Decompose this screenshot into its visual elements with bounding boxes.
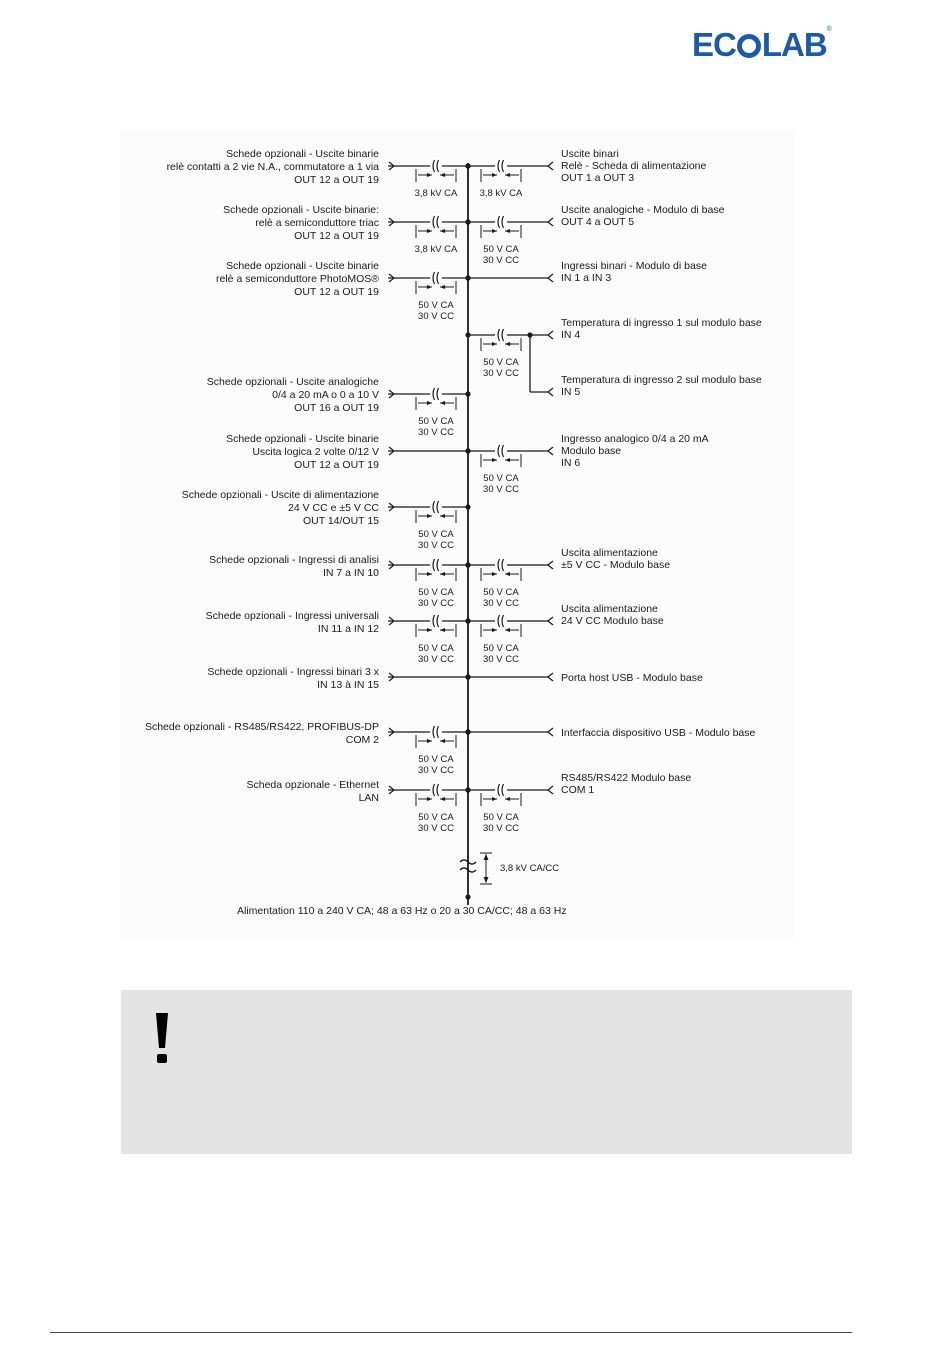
left-branch-label: IN 13 à IN 15 xyxy=(317,679,379,691)
dimension-arrow xyxy=(427,229,432,233)
dimension-arrow xyxy=(427,572,432,576)
junction-dot xyxy=(465,674,470,679)
isolation-rating: 50 V CA xyxy=(483,244,519,255)
left-branch-label: relè contatti a 2 vie N.A., commutatore a 1 via xyxy=(166,161,379,173)
dimension-arrow xyxy=(440,401,445,405)
dimension-arrow xyxy=(427,285,432,289)
connector-arrow xyxy=(548,786,553,794)
isolation-rating: 50 V CA xyxy=(483,643,519,654)
isolation-gap xyxy=(430,272,442,284)
exclamation-icon xyxy=(152,1010,172,1065)
left-branch-label: LAN xyxy=(358,792,379,804)
isolation-rating: 3,8 kV CA xyxy=(414,244,458,255)
left-branch-label: OUT 12 a OUT 19 xyxy=(294,174,379,186)
left-branch-label: Schede opzionali - RS485/RS422, PROFIBUS-DP xyxy=(144,721,379,733)
dimension-arrow xyxy=(505,572,510,576)
dimension-arrow xyxy=(492,458,497,462)
isolation-rating: 30 V CC xyxy=(418,427,454,438)
right-branch-label: IN 1 a IN 3 xyxy=(561,272,612,284)
junction-dot xyxy=(465,504,470,509)
isolation-rating: 50 V CA xyxy=(418,587,454,598)
right-branch-label: OUT 1 a OUT 3 xyxy=(561,172,635,184)
isolation-gap xyxy=(495,445,507,457)
isolation-rating: 50 V CA xyxy=(418,416,454,427)
dimension-arrow xyxy=(484,877,489,883)
left-branch-label: Schede opzionali - Uscite di alimentazione xyxy=(181,489,379,501)
right-branch-label: Interfaccia dispositivo USB - Modulo base xyxy=(561,727,756,739)
junction-dot xyxy=(465,219,470,224)
dimension-arrow xyxy=(492,572,497,576)
dimension-arrow xyxy=(440,628,445,632)
right-branch-label: Uscite analogiche - Modulo di base xyxy=(561,204,725,216)
left-branch-label: OUT 12 a OUT 19 xyxy=(294,230,379,242)
right-branch-label: RS485/RS422 Modulo base xyxy=(561,772,692,784)
junction-dot xyxy=(465,729,470,734)
isolation-rating: 30 V CC xyxy=(418,311,454,322)
junction-dot xyxy=(465,894,470,899)
isolation-rating: 3,8 kV CA/CC xyxy=(500,863,560,874)
dimension-arrow xyxy=(492,229,497,233)
isolation-gap xyxy=(495,329,507,341)
ecolab-logo: EC LAB® xyxy=(692,26,831,63)
junction-dot xyxy=(465,787,470,792)
dimension-arrow xyxy=(427,797,432,801)
left-branch-label: IN 7 a IN 10 xyxy=(322,567,379,579)
dimension-arrow xyxy=(505,173,510,177)
connector-arrow xyxy=(548,274,553,282)
supply-label: Alimentation 110 a 240 V CA; 48 a 63 Hz o 20 a 30 CA/CC; 48 a 63 Hz xyxy=(237,905,567,917)
connector-arrow xyxy=(548,561,553,569)
isolation-rating: 50 V CA xyxy=(483,357,519,368)
isolation-gap xyxy=(495,615,507,627)
left-branch-label: Schede opzionali - Ingressi di analisi xyxy=(209,554,379,566)
left-branch-label: 0/4 a 20 mA o 0 a 10 V xyxy=(272,389,379,401)
dimension-arrow xyxy=(505,342,510,346)
right-branch-label: IN 6 xyxy=(561,457,581,469)
left-branch-label: Uscita logica 2 volte 0/12 V xyxy=(252,446,379,458)
junction-dot xyxy=(465,618,470,623)
isolation-rating: 30 V CC xyxy=(418,654,454,665)
right-branch-label: Relè - Scheda di alimentazione xyxy=(561,160,707,172)
right-branch-label: 24 V CC Modulo base xyxy=(561,615,664,627)
junction-dot xyxy=(465,275,470,280)
isolation-gap xyxy=(430,726,442,738)
dimension-arrow xyxy=(492,173,497,177)
connector-arrow xyxy=(548,388,553,396)
dimension-arrow xyxy=(427,173,432,177)
left-branch-label: relè a semiconduttore triac xyxy=(255,217,379,229)
left-branch-label: OUT 12 a OUT 19 xyxy=(294,286,379,298)
junction-dot xyxy=(465,562,470,567)
right-branch-label: IN 5 xyxy=(561,386,581,398)
junction-dot xyxy=(465,448,470,453)
connector-arrow xyxy=(548,617,553,625)
note-box xyxy=(121,990,852,1154)
isolation-rating: 30 V CC xyxy=(483,484,519,495)
right-branch-label: Temperatura di ingresso 1 sul modulo base xyxy=(561,317,762,329)
isolation-gap xyxy=(430,559,442,571)
isolation-rating: 50 V CA xyxy=(483,587,519,598)
isolation-rating: 50 V CA xyxy=(418,529,454,540)
isolation-gap xyxy=(430,160,442,172)
dimension-arrow xyxy=(440,797,445,801)
dimension-arrow xyxy=(440,229,445,233)
dimension-arrow xyxy=(484,854,489,860)
connector-arrow xyxy=(548,331,553,339)
isolation-rating: 50 V CA xyxy=(483,812,519,823)
isolation-rating: 30 V CC xyxy=(418,823,454,834)
isolation-rating: 50 V CA xyxy=(483,473,519,484)
dimension-arrow xyxy=(427,514,432,518)
isolation-gap xyxy=(430,388,442,400)
left-branch-label: Schede opzionali - Uscite binarie xyxy=(226,433,379,445)
left-branch-label: OUT 16 a OUT 19 xyxy=(294,402,379,414)
dimension-arrow xyxy=(505,458,510,462)
left-branch-label: Schede opzionali - Uscite binarie: xyxy=(223,204,379,216)
isolation-gap xyxy=(430,784,442,796)
left-branch-label: Schede opzionali - Ingressi universali xyxy=(205,610,379,622)
dimension-arrow xyxy=(440,572,445,576)
dimension-arrow xyxy=(505,797,510,801)
left-branch-label: OUT 14/OUT 15 xyxy=(302,515,379,527)
dimension-arrow xyxy=(440,739,445,743)
isolation-gap xyxy=(495,160,507,172)
left-branch-label: COM 2 xyxy=(345,734,379,746)
isolation-rating: 30 V CC xyxy=(418,598,454,609)
dimension-arrow xyxy=(505,628,510,632)
right-branch-label: Uscite binari xyxy=(561,148,619,160)
isolation-gap xyxy=(430,615,442,627)
dimension-arrow xyxy=(505,229,510,233)
isolation-rating: 3,8 kV CA xyxy=(414,188,458,199)
left-branch-label: Scheda opzionale - Ethernet xyxy=(246,779,379,791)
right-branch-label: Uscita alimentazione xyxy=(561,547,658,559)
left-branch-label: Schede opzionali - Uscite binarie xyxy=(226,148,379,160)
left-branch-label: 24 V CC e ±5 V CC xyxy=(288,502,379,514)
right-branch-label: COM 1 xyxy=(561,784,595,796)
dimension-arrow xyxy=(492,342,497,346)
isolation-rating: 50 V CA xyxy=(418,643,454,654)
connector-arrow xyxy=(548,218,553,226)
left-branch-label: Schede opzionali - Ingressi binari 3 x xyxy=(207,666,379,678)
connector-arrow xyxy=(548,447,553,455)
dimension-arrow xyxy=(440,514,445,518)
right-branch-label: Ingresso analogico 0/4 a 20 mA xyxy=(561,433,709,445)
left-branch-label: relè a semiconduttore PhotoMOS® xyxy=(216,273,379,285)
isolation-rating: 30 V CC xyxy=(418,540,454,551)
connector-arrow xyxy=(548,162,553,170)
right-branch-label: Ingressi binari - Modulo di base xyxy=(561,260,707,272)
left-branch-label: OUT 12 a OUT 19 xyxy=(294,459,379,471)
isolation-rating: 50 V CA xyxy=(418,812,454,823)
dimension-arrow xyxy=(427,628,432,632)
isolation-rating: 3,8 kV CA xyxy=(479,188,523,199)
right-branch-label: ±5 V CC - Modulo base xyxy=(561,559,671,571)
isolation-rating: 50 V CA xyxy=(418,754,454,765)
isolation-rating: 30 V CC xyxy=(418,765,454,776)
connector-arrow xyxy=(548,673,553,681)
dimension-arrow xyxy=(492,797,497,801)
junction-dot xyxy=(465,332,470,337)
footer-divider xyxy=(50,1332,852,1333)
right-branch-label: Uscita alimentazione xyxy=(561,603,658,615)
isolation-rating: 30 V CC xyxy=(483,368,519,379)
right-branch-label: Porta host USB - Modulo base xyxy=(561,672,703,684)
dimension-arrow xyxy=(440,173,445,177)
isolation-rating: 30 V CC xyxy=(483,598,519,609)
isolation-gap xyxy=(495,784,507,796)
isolation-rating: 30 V CC xyxy=(483,654,519,665)
isolation-gap xyxy=(495,216,507,228)
isolation-rating: 30 V CC xyxy=(483,255,519,266)
isolation-gap xyxy=(430,501,442,513)
right-branch-label: Temperatura di ingresso 2 sul modulo base xyxy=(561,374,762,386)
isolation-rating: 30 V CC xyxy=(483,823,519,834)
isolation-diagram xyxy=(120,130,795,940)
isolation-gap xyxy=(430,216,442,228)
right-branch-label: IN 4 xyxy=(561,329,581,341)
isolation-rating: 50 V CA xyxy=(418,300,454,311)
right-branch-label: OUT 4 a OUT 5 xyxy=(561,216,635,228)
left-branch-label: Schede opzionali - Uscite binarie xyxy=(226,260,379,272)
dimension-arrow xyxy=(492,628,497,632)
isolation-gap xyxy=(495,559,507,571)
dimension-arrow xyxy=(427,739,432,743)
dimension-arrow xyxy=(440,285,445,289)
left-branch-label: Schede opzionali - Uscite analogiche xyxy=(206,376,379,388)
right-branch-label: Modulo base xyxy=(561,445,622,457)
junction-dot xyxy=(465,163,470,168)
dimension-arrow xyxy=(427,401,432,405)
junction-dot xyxy=(465,391,470,396)
connector-arrow xyxy=(548,728,553,736)
left-branch-label: IN 11 a IN 12 xyxy=(317,623,379,635)
